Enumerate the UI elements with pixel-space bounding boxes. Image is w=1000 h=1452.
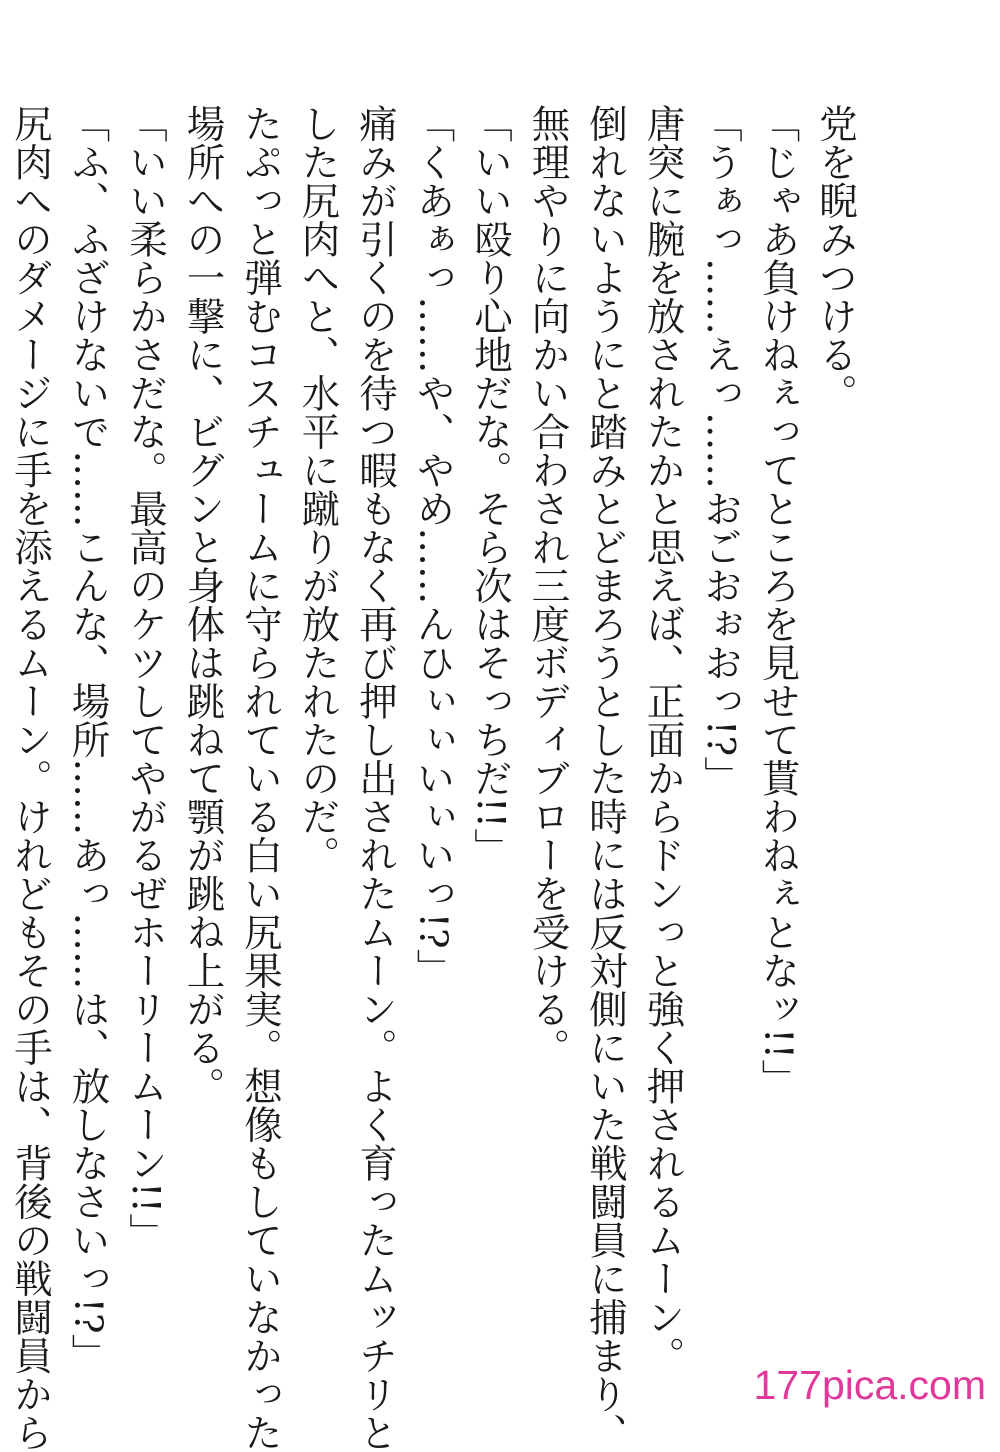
text-line: 場所への一撃に、ビグンと身体は跳ねて顎が跳ね上がる。 [180,104,226,1105]
text-line: 尻肉へのダメージに手を添えるムーン。けれどもその手は、背後の戦闘員から [8,104,53,1452]
text-line: 「いい柔らかさだな。最高のケツしてやがるぜホーリームーン!!」 [123,104,168,1252]
text-line: 「くあぁっ……や、やめ……んひぃぃいぃいっ!?」 [410,104,456,988]
text-line: 「いい殴り心地だな。そら次はそっちだ!!」 [468,104,513,867]
text-line: 「ふ、ふざけないで……こんな、場所……あっ……は、放しなさいっ!?」 [65,104,111,1373]
text-line: 唐突に腕を放されたかと思えば、正面からドンっと強く押されるムーン。 [640,104,686,1375]
text-line: 無理やりに向かい合わされ三度ボディブローを受ける。 [525,104,571,1067]
vertical-text-block [2,104,865,1452]
text-line: した尻肉へと、水平に蹴りが放たれたのだ。 [295,104,341,874]
text-line: 「じゃあ負けねぇってところを見せて貰わねぇとなッ!!」 [755,104,801,1098]
watermark-text: 177pica.com [753,1362,986,1408]
text-line: 痛みが引くのを待つ暇もなく再び押し出されたムーン。よく育ったムッチリと [353,104,398,1452]
text-line: 倒れないようにと踏みとどまろうとした時には反対側にいた戦闘員に捕まり、 [583,104,628,1452]
text-line: 「うぁっ……えっ……おごおぉおっ!?」 [698,104,743,795]
text-line: たぷっと弾むコスチュームに守られている白い尻果実。想像もしていなかった [238,104,283,1452]
text-line: 党を睨みつける。 [813,104,858,412]
